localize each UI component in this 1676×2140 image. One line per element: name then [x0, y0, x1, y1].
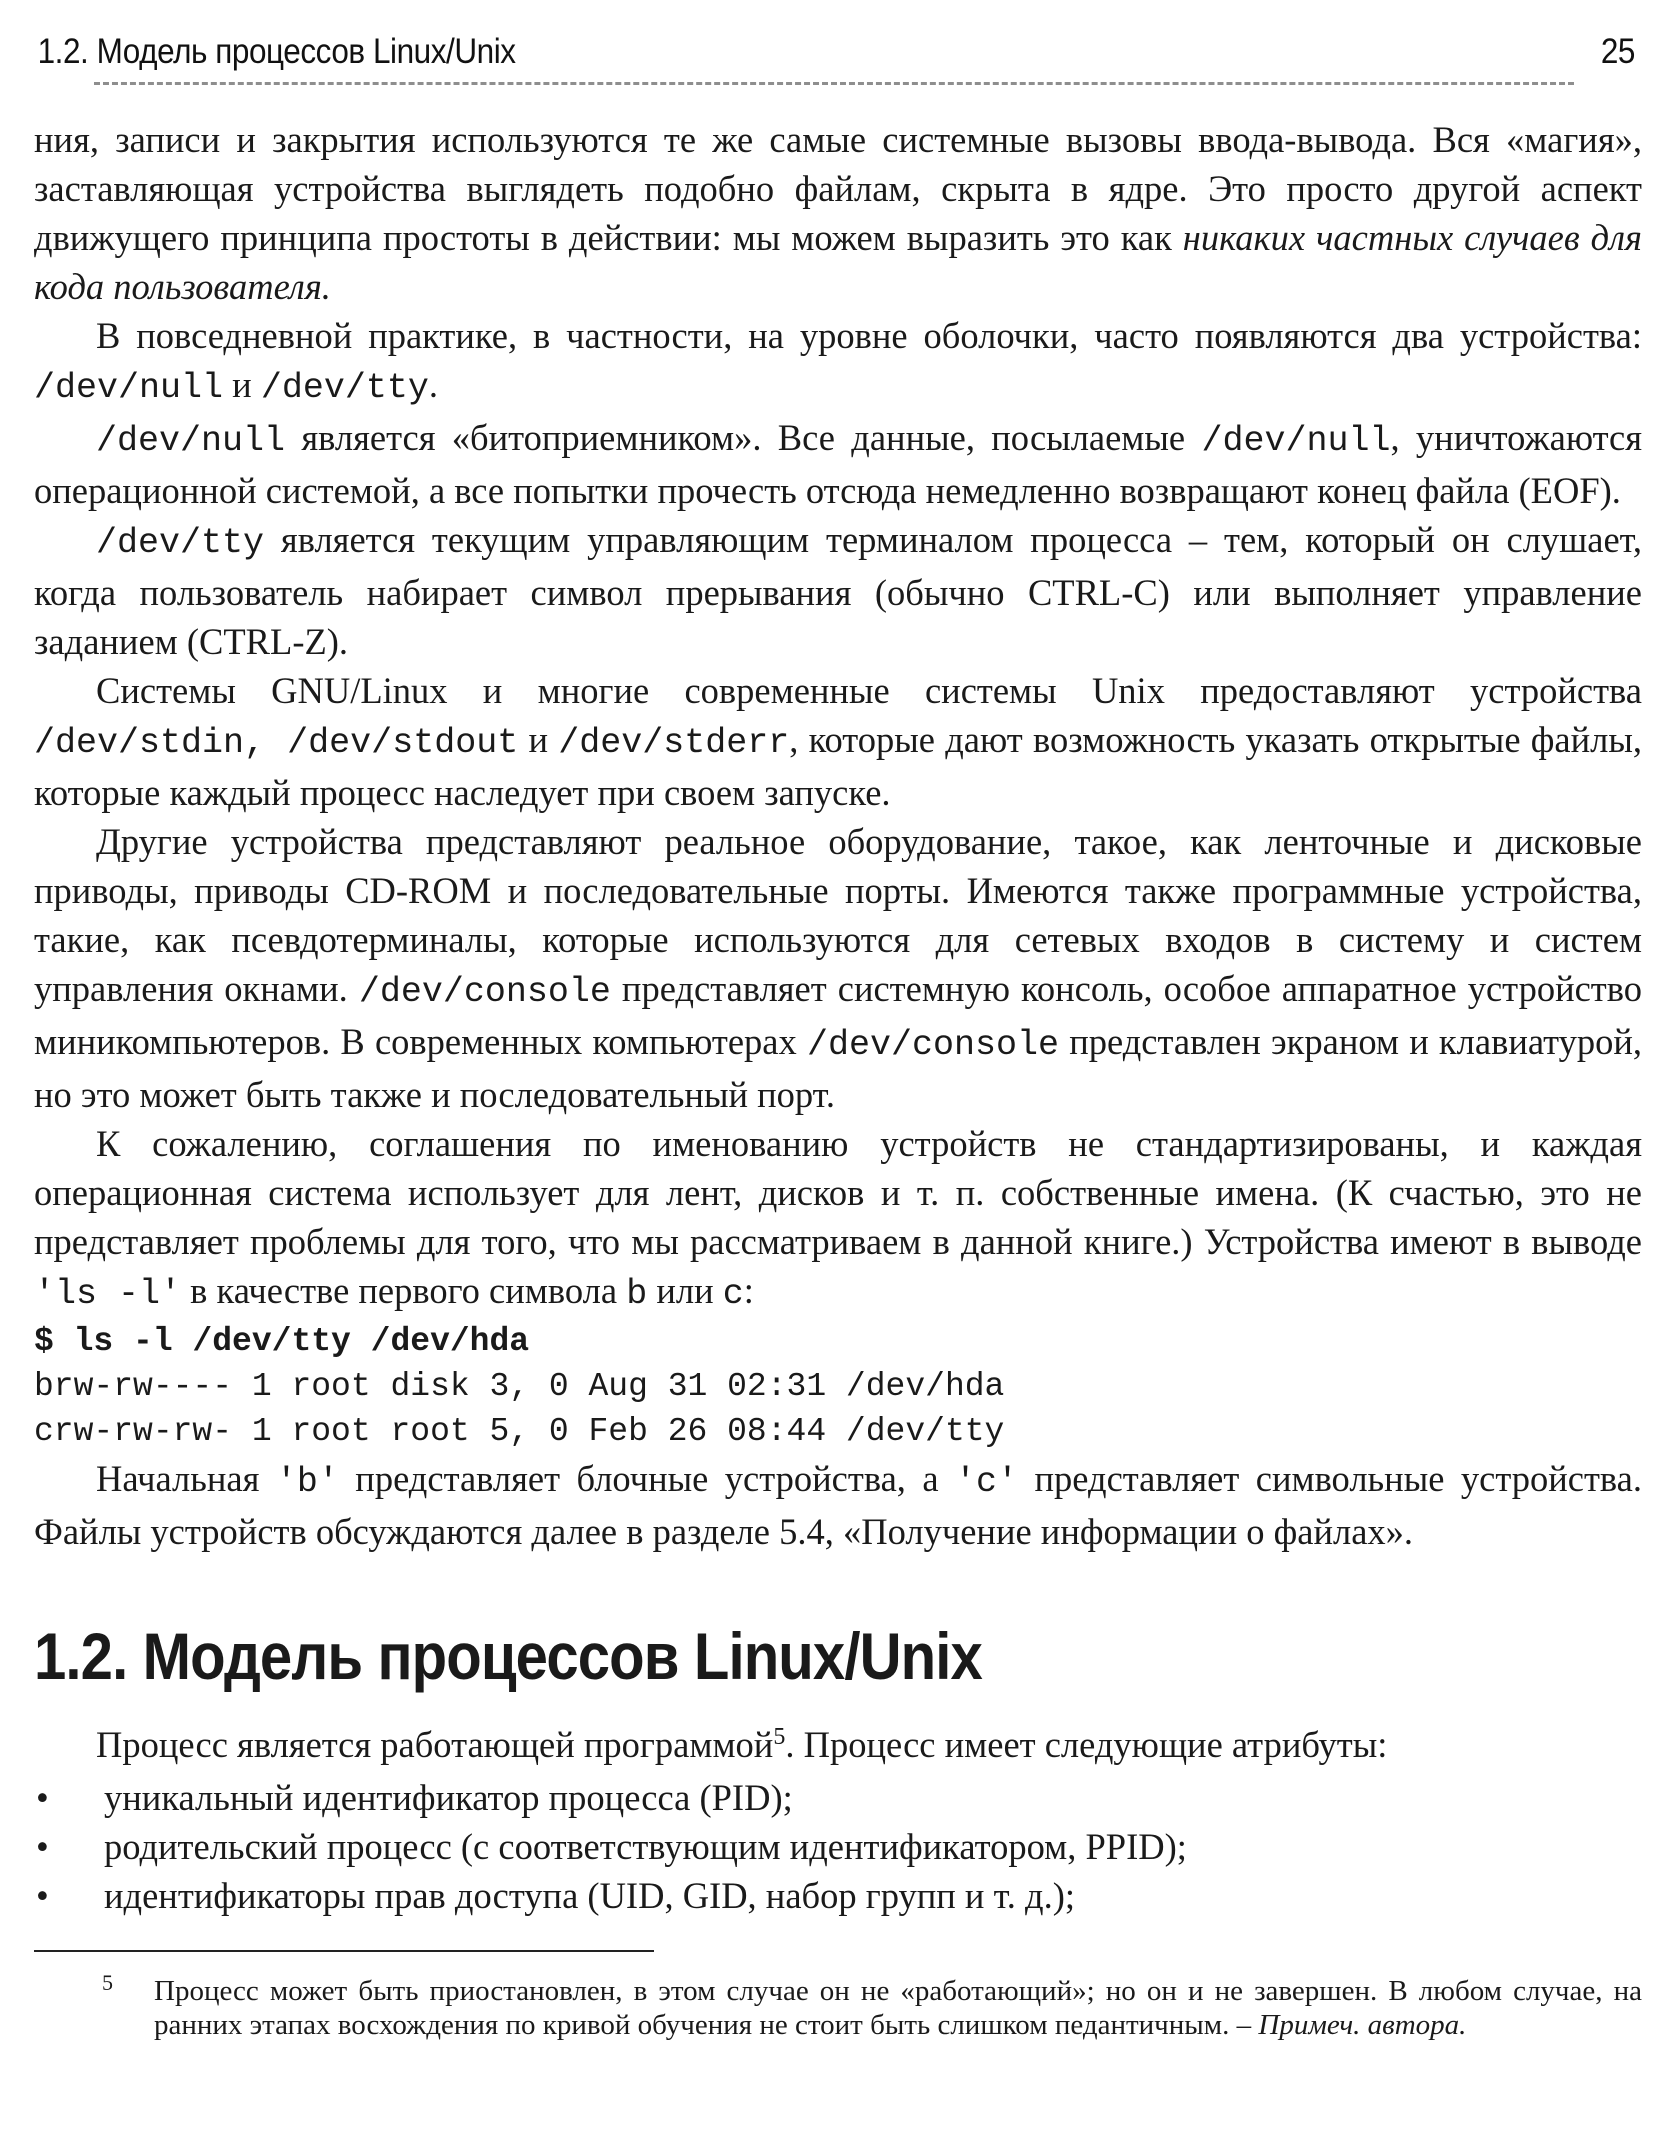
paragraph-7	[34, 1119, 1642, 1319]
p8-text3: представляет символьные устройства. Файлы устройств обсуждаются далее в разделе 5.4, «Получение информации о файлах».	[34, 1458, 1643, 1552]
p6-dev-console-2: /dev/console	[806, 1025, 1060, 1065]
paragraph-5	[34, 666, 1642, 817]
p2-end: .	[428, 364, 438, 405]
document-page	[34, 28, 1642, 2042]
list-item-text: уникальный идентификатор процесса (PID);	[104, 1777, 793, 1818]
p5-space	[265, 723, 287, 763]
section-heading: 1.2. Модель процессов Linux/Unix	[34, 1619, 982, 1693]
p7-ls-command: 'ls -l'	[34, 1274, 182, 1314]
p8-char-c: 'c'	[955, 1462, 1019, 1502]
p2-dev-tty: /dev/tty	[260, 368, 429, 408]
list-item	[34, 1822, 1642, 1871]
p2-dev-null: /dev/null	[34, 368, 224, 408]
footnote	[34, 1970, 1642, 2042]
list-item	[34, 1773, 1642, 1822]
p2-text: В повседневной практике, в частности, на уровне оболочки, часто появляются два устройства:	[96, 315, 1642, 356]
p6-dev-console: /dev/console	[358, 972, 611, 1012]
p5-dev-stdout: /dev/stdout	[287, 723, 519, 763]
p5-text1: Системы GNU/Linux и многие современные системы Unix предоставляют устройства	[96, 670, 1642, 711]
paragraph-1	[34, 115, 1642, 311]
footnote-text: Процесс может быть приостановлен, в этом случае он не «работающий»; но он и не завершен. В любом случае, на ранних этапах восхождения по кривой обучения не стоит быть слишком педантичным. –	[154, 1975, 1642, 2041]
running-title: 1.2. Модель процессов Linux/Unix	[37, 32, 516, 71]
p7-char-c: c	[722, 1274, 744, 1314]
bullet-icon: •	[36, 1826, 49, 1867]
paragraph-2	[34, 311, 1642, 413]
p6-text3: представлен экраном и клавиатурой, но это может быть также и последовательный порт.	[34, 1021, 1642, 1115]
list-item-text: идентификаторы прав доступа (UID, GID, набор групп и т. д.);	[104, 1875, 1076, 1916]
p7-text2: в качестве первого символа	[181, 1270, 627, 1311]
body-text	[34, 115, 1642, 2042]
p8-text2: представляет блочные устройства, а	[338, 1458, 956, 1499]
bullet-icon: •	[36, 1777, 49, 1818]
p4-dev-tty: /dev/tty	[96, 523, 265, 563]
p5-dev-stdin: /dev/stdin,	[34, 723, 266, 763]
paragraph-9	[34, 1720, 1642, 1769]
page-number: 25	[1600, 32, 1635, 71]
code-output-line-1: brw-rw---- 1 root disk 3, 0 Aug 31 02:31 /dev/hda	[34, 1368, 1005, 1405]
p1-text: ния, записи и закрытия используются те же самые системные вызовы ввода-вывода. Вся «магия», заставляющая устройства выглядеть подобно файлам, скрыта в ядре. Это просто другой аспект движущего принципа простоты в действии: мы можем выразить это как	[34, 119, 1642, 258]
code-command: $ ls -l /dev/tty /dev/hda	[34, 1323, 530, 1360]
p1-emphasis: никаких частных случаев для кода пользователя.	[34, 217, 1643, 307]
p9-text: Процесс является работающей программой	[96, 1724, 774, 1765]
footnote-note: Примеч. автора.	[1258, 2009, 1467, 2041]
paragraph-3	[34, 413, 1642, 515]
list-item-text: родительский процесс (с соответствующим идентификатором, PPID);	[104, 1826, 1187, 1867]
paragraph-8	[34, 1454, 1642, 1556]
code-output-line-2: crw-rw-rw- 1 root root 5, 0 Feb 26 08:44 /dev/tty	[34, 1413, 1005, 1450]
p8-char-b: 'b'	[275, 1462, 339, 1502]
p5-and: и	[518, 719, 559, 760]
p7-end: :	[743, 1270, 754, 1311]
p7-char-b: b	[626, 1274, 648, 1314]
p9-text2: . Процесс имеет следующие атрибуты:	[785, 1724, 1388, 1765]
footnote-mark: 5	[102, 1970, 113, 1995]
p3-text1: является «битоприемником». Все данные, посылаемые	[285, 417, 1202, 458]
p2-and: и	[223, 364, 261, 405]
p6-text1: Другие устройства представляют реальное оборудование, такое, как ленточные и дисковые приводы, приводы CD-ROM и последовательные порты. Имеются также программные устройства, такие, как псевдотерминалы, которые используются для сетевых входов в систему и систем управления окнами.	[34, 821, 1642, 1009]
paragraph-6	[34, 817, 1642, 1119]
footnote-ref[interactable]: 5	[773, 1723, 786, 1750]
p7-text1: К сожалению, соглашения по именованию устройств не стандартизированы, и каждая операционная система использует для лент, дисков и т. п. собственные имена. (К счастью, это не представляет проблемы для того, что мы рассматриваем в данной книге.) Устройства имеют в выводе	[34, 1123, 1642, 1262]
p8-text1: Начальная	[96, 1458, 276, 1499]
p5-dev-stderr: /dev/stderr	[558, 723, 790, 763]
p4-text: является текущим управляющим терминалом процесса – тем, который он слушает, когда пользователь набирает символ прерывания (обычно CTRL-C) или выполняет управление заданием (CTRL-Z).	[34, 519, 1642, 662]
p6-text2: представляет системную консоль, особое аппаратное устройство миникомпьютеров. В современных компьютерах	[34, 968, 1642, 1062]
list-item	[34, 1871, 1642, 1920]
bullet-icon: •	[36, 1875, 49, 1916]
p3-dev-null: /dev/null	[96, 421, 286, 461]
p7-or: или	[647, 1270, 723, 1311]
attribute-list	[34, 1773, 1642, 1920]
header-rule	[94, 82, 1574, 85]
footnote-rule	[34, 1950, 654, 1952]
p3-text2: , уничтожаются операционной системой, а все попытки прочесть отсюда немедленно возвращают конец файла (EOF).	[34, 417, 1642, 511]
p5-text2: , которые дают возможность указать открытые файлы, которые каждый процесс наследует при своем запуске.	[34, 719, 1642, 813]
running-header	[34, 28, 1648, 72]
p3-dev-null-2: /dev/null	[1201, 421, 1391, 461]
paragraph-4	[34, 515, 1642, 666]
